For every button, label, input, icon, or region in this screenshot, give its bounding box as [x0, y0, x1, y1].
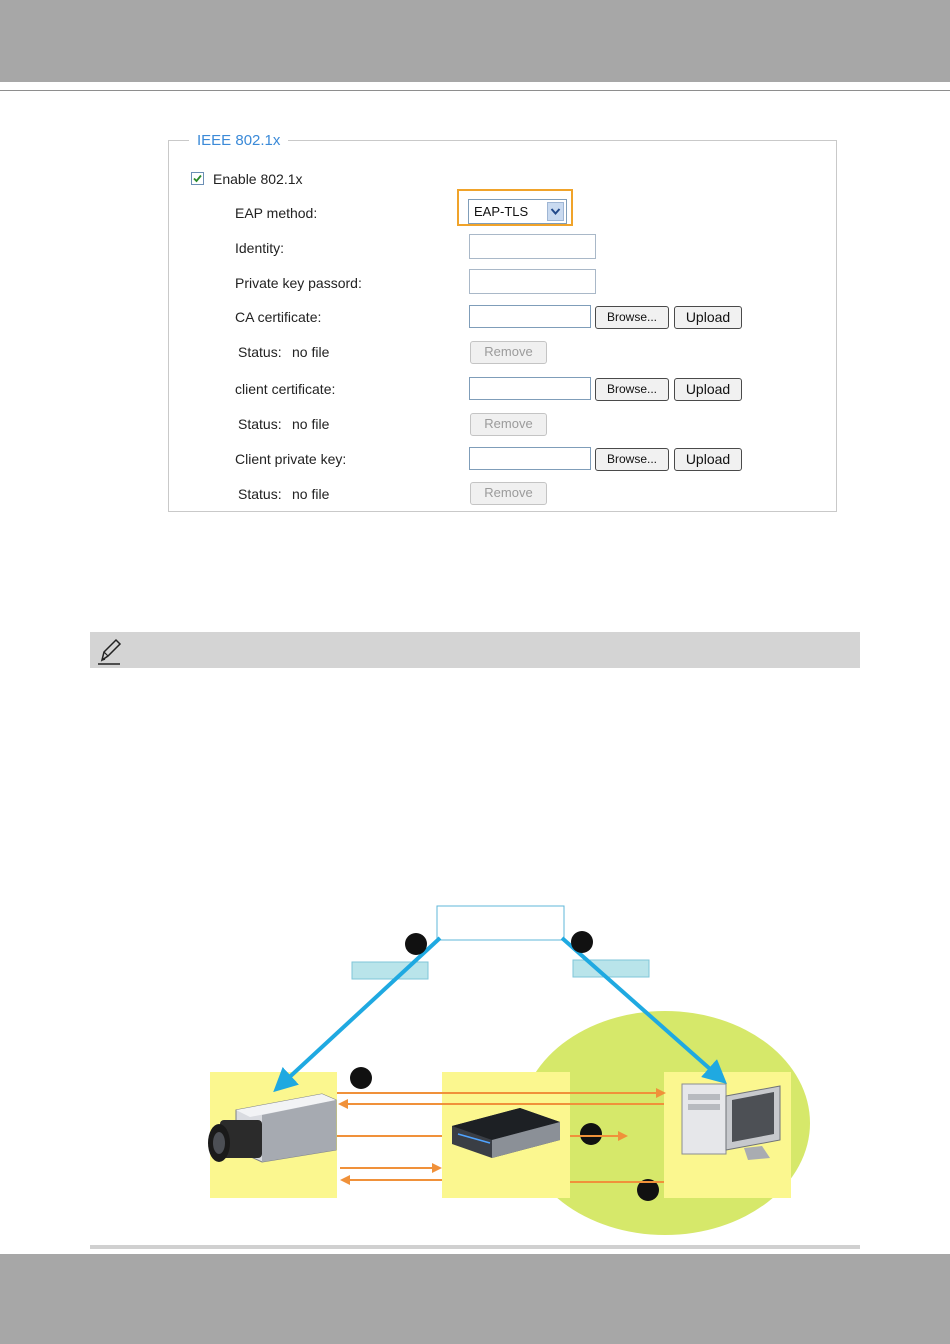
eap-method-label: EAP method: — [235, 205, 318, 221]
client-key-status-value: no file — [292, 486, 330, 502]
ca-certificate-browse-button[interactable]: Browse... — [595, 306, 669, 329]
step-marker — [405, 933, 427, 955]
client-cert-status-label: Status: — [238, 416, 282, 432]
client-certificate-upload-button[interactable]: Upload — [674, 378, 742, 401]
panel-legend: IEEE 802.1x — [197, 132, 281, 149]
client-certificate-browse-button[interactable]: Browse... — [595, 378, 669, 401]
ca-certificate-upload-button[interactable]: Upload — [674, 306, 742, 329]
client-private-key-label: Client private key: — [235, 451, 347, 467]
cert-arrow-to-camera — [282, 938, 440, 1084]
client-cert-status-value: no file — [292, 416, 330, 432]
enable-8021x-label: Enable 802.1x — [213, 171, 303, 187]
client-private-key-remove-button[interactable]: Remove — [470, 482, 547, 505]
top-label-box — [437, 906, 564, 940]
footer-rule — [90, 1245, 860, 1249]
client-certificate-label: client certificate: — [235, 381, 336, 397]
client-private-key-upload-button[interactable]: Upload — [674, 448, 742, 471]
footer-band — [0, 1254, 950, 1344]
private-key-password-label: Private key passord: — [235, 275, 362, 291]
ca-certificate-remove-button[interactable]: Remove — [470, 341, 547, 364]
step-marker — [580, 1123, 602, 1145]
eap-method-value: EAP-TLS — [474, 204, 529, 219]
ca-status-value: no file — [292, 344, 330, 360]
left-label-box — [352, 962, 428, 979]
step-marker — [571, 931, 593, 953]
client-key-status-label: Status: — [238, 486, 282, 502]
step-marker — [350, 1067, 372, 1089]
ca-certificate-label: CA certificate: — [235, 309, 322, 325]
right-label-box — [573, 960, 649, 977]
ca-status-label: Status: — [238, 344, 282, 360]
client-private-key-browse-button[interactable]: Browse... — [595, 448, 669, 471]
client-certificate-remove-button[interactable]: Remove — [470, 413, 547, 436]
identity-label: Identity: — [235, 240, 285, 256]
